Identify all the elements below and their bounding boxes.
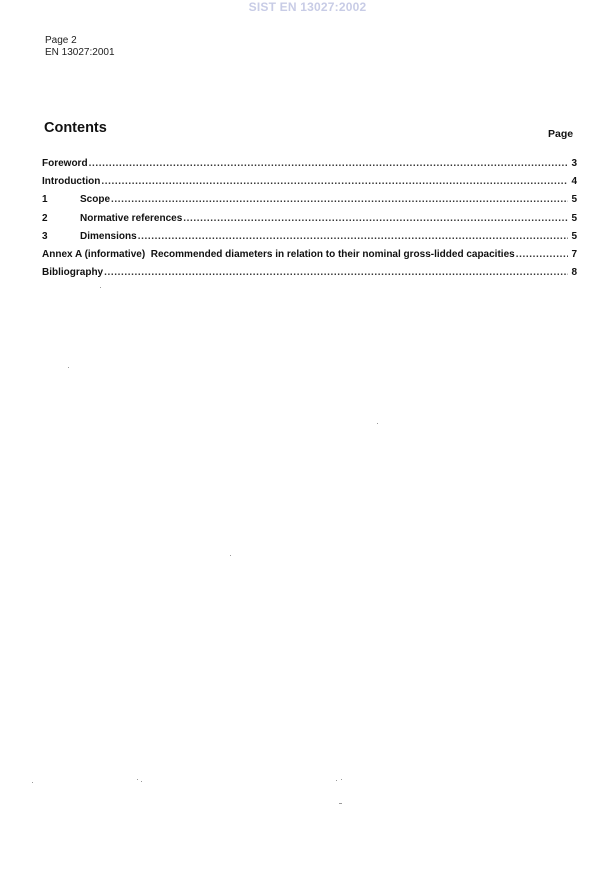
toc-entry-scope[interactable] <box>42 194 577 212</box>
toc-entry-page: 3 <box>571 158 577 169</box>
toc-entry-title: Annex A (informative) Recommended diameters in relation to their nominal gross-lidded capacities <box>42 248 515 260</box>
dot-leader <box>104 267 568 278</box>
scan-speck <box>230 555 231 556</box>
dot-leader <box>89 158 568 169</box>
toc-entry-bibliography[interactable] <box>42 267 577 285</box>
scan-speck <box>68 367 69 368</box>
toc-entry-page: 8 <box>571 267 577 279</box>
scan-speck <box>100 287 101 288</box>
page-header <box>45 35 115 59</box>
toc-entry-number: 2 <box>42 212 48 224</box>
dot-leader <box>111 194 568 205</box>
scan-speck <box>141 781 142 782</box>
page-number: Page 2 <box>45 35 77 46</box>
scan-speck <box>336 780 337 781</box>
toc-entry-page: 5 <box>571 194 577 206</box>
scan-speck <box>32 782 33 783</box>
scan-speck <box>377 423 378 424</box>
toc-entry-title: Foreword <box>42 158 88 169</box>
toc-entry-page: 4 <box>571 176 577 188</box>
toc-entry-title: Dimensions <box>80 230 137 242</box>
table-of-contents <box>42 158 577 285</box>
toc-entry-foreword[interactable] <box>42 158 577 176</box>
toc-entry-page: 5 <box>571 230 577 242</box>
standard-reference: EN 13027:2001 <box>45 47 115 58</box>
scan-speck <box>339 803 342 804</box>
toc-entry-dimensions[interactable] <box>42 231 577 249</box>
toc-entry-normative-references[interactable] <box>42 213 577 231</box>
scan-speck <box>341 779 342 780</box>
toc-entry-title: Bibliography <box>42 267 104 279</box>
toc-entry-title: Scope <box>80 194 111 206</box>
dot-leader <box>101 176 568 187</box>
toc-entry-title: Normative references <box>80 212 183 224</box>
toc-entry-introduction[interactable] <box>42 176 577 194</box>
toc-entry-title: Introduction <box>42 176 101 188</box>
toc-entry-number: 3 <box>42 230 48 242</box>
contents-heading: Contents <box>44 120 107 136</box>
toc-entry-page: 5 <box>571 212 577 224</box>
scan-speck <box>137 779 138 780</box>
dot-leader <box>516 249 568 260</box>
dot-leader <box>138 231 568 242</box>
watermark: SIST EN 13027:2002 <box>248 0 367 14</box>
toc-entry-annex-a[interactable] <box>42 249 577 267</box>
dot-leader <box>183 213 568 224</box>
toc-entry-number: 1 <box>42 194 48 206</box>
page-column-label: Page <box>548 128 574 140</box>
toc-entry-page: 7 <box>571 248 577 260</box>
